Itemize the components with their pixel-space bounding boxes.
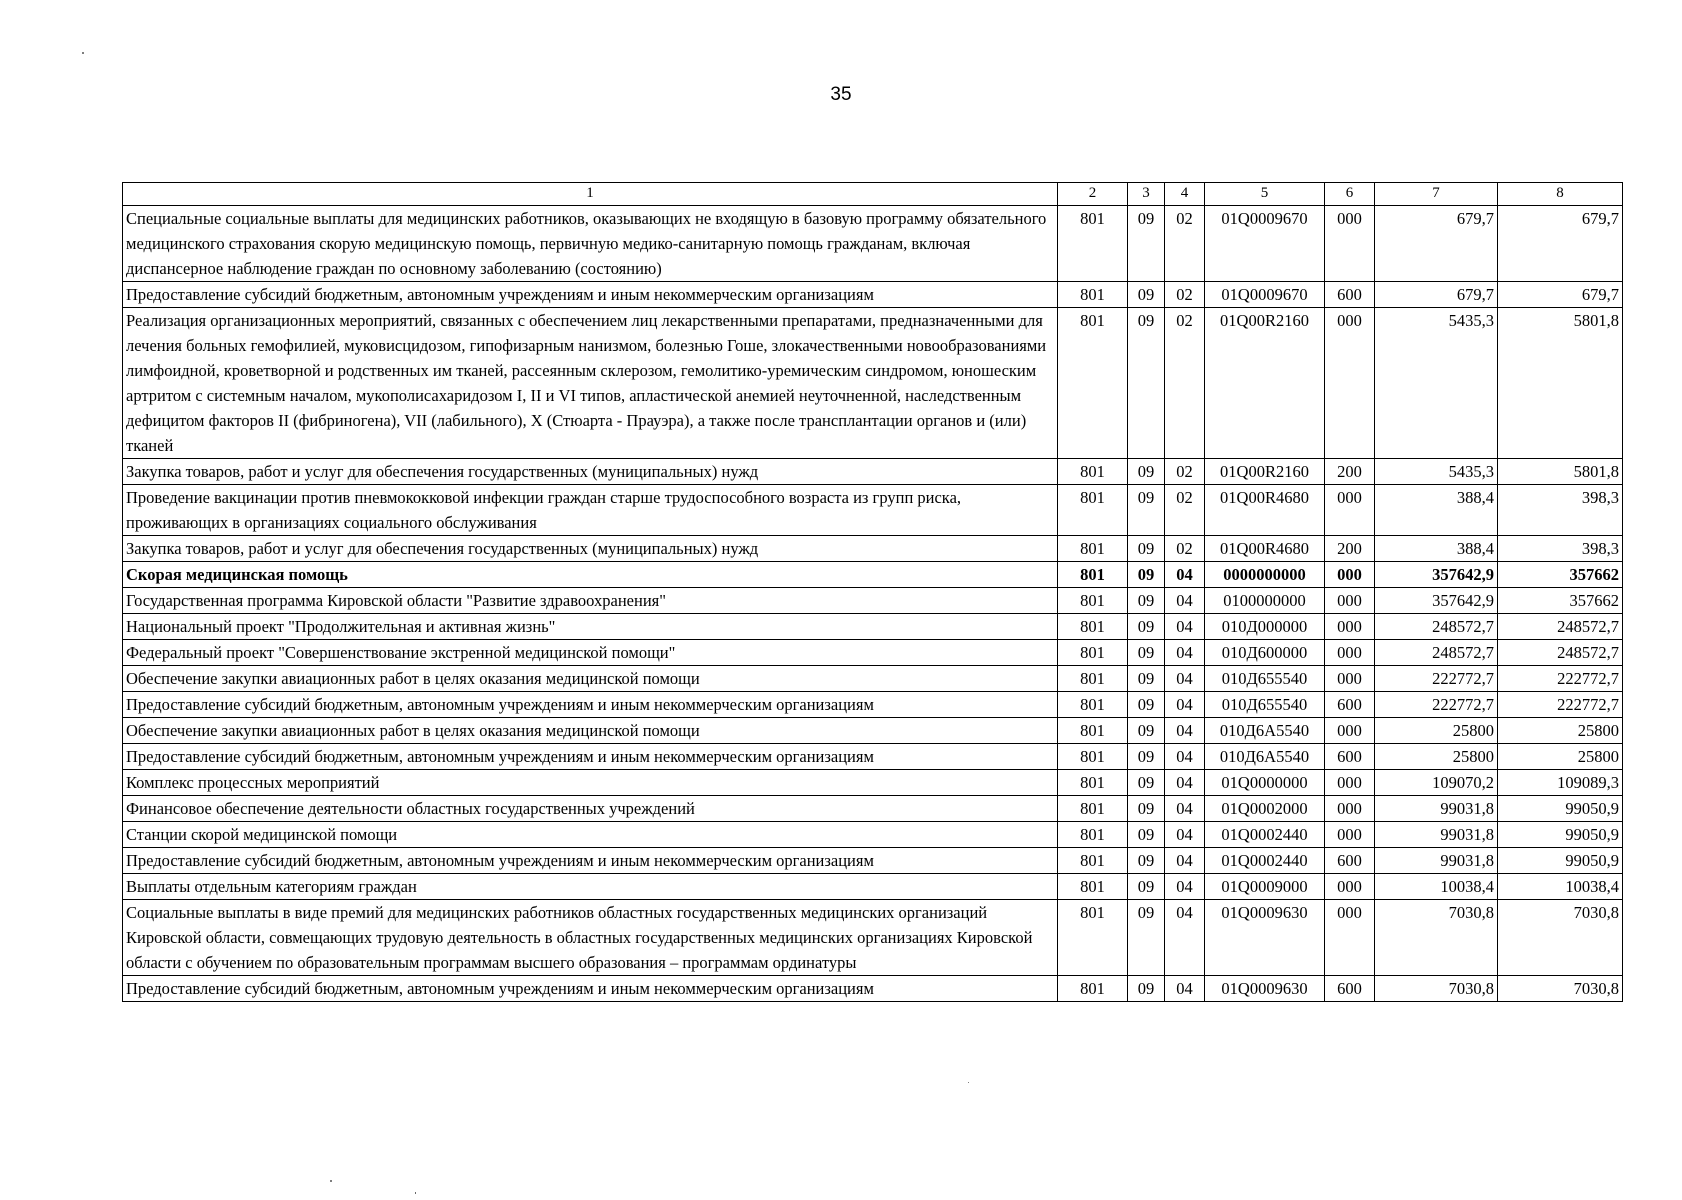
row-target-article-cell: 01Q00R2160 [1205,308,1325,459]
row-target-article-cell: 01Q00R4680 [1205,485,1325,536]
row-amount-year1-cell: 99031,8 [1375,848,1498,874]
table-header-row [123,183,1623,206]
row-expense-type-cell: 600 [1325,282,1375,308]
row-code-admin-cell: 801 [1058,874,1128,900]
row-name-cell: Скорая медицинская помощь [123,562,1058,588]
table-body [123,206,1623,1002]
row-name-cell: Специальные социальные выплаты для медицинских работников, оказывающих не входящую в базовую программу обязательного медицинского страхования скорую медицинскую помощь, первичную медико-санитарную помощь гражданам, включая диспансерное наблюдение граждан по основному заболеванию (состоянию) [123,206,1058,282]
row-amount-year2-cell: 99050,9 [1498,848,1623,874]
row-subsection-cell: 04 [1165,588,1205,614]
row-target-article-cell: 01Q0009670 [1205,282,1325,308]
row-subsection-cell: 04 [1165,640,1205,666]
row-section-cell: 09 [1128,900,1165,976]
row-code-admin-cell: 801 [1058,485,1128,536]
row-target-article-cell: 01Q0000000 [1205,770,1325,796]
row-amount-year1-cell: 248572,7 [1375,640,1498,666]
row-code-admin-cell: 801 [1058,770,1128,796]
row-section-cell: 09 [1128,770,1165,796]
row-target-article-cell: 01Q0009670 [1205,206,1325,282]
row-expense-type-cell: 000 [1325,796,1375,822]
row-name-cell: Предоставление субсидий бюджетным, автономным учреждениям и иным некоммерческим организациям [123,976,1058,1002]
row-name-cell: Предоставление субсидий бюджетным, автономным учреждениям и иным некоммерческим организациям [123,282,1058,308]
budget-table [122,182,1623,1002]
table-row [123,900,1623,976]
row-name-cell: Национальный проект "Продолжительная и активная жизнь" [123,614,1058,640]
row-code-admin-cell: 801 [1058,206,1128,282]
row-amount-year2-cell: 99050,9 [1498,796,1623,822]
table-row [123,536,1623,562]
row-code-admin-cell: 801 [1058,562,1128,588]
row-section-cell: 09 [1128,848,1165,874]
row-code-admin-cell: 801 [1058,822,1128,848]
table-row [123,718,1623,744]
row-amount-year1-cell: 99031,8 [1375,822,1498,848]
row-expense-type-cell: 200 [1325,459,1375,485]
row-section-cell: 09 [1128,744,1165,770]
row-code-admin-cell: 801 [1058,976,1128,1002]
row-subsection-cell: 04 [1165,666,1205,692]
table-row [123,874,1623,900]
row-expense-type-cell: 000 [1325,718,1375,744]
row-amount-year1-cell: 679,7 [1375,282,1498,308]
row-name-cell: Закупка товаров, работ и услуг для обеспечения государственных (муниципальных) нужд [123,459,1058,485]
row-target-article-cell: 0100000000 [1205,588,1325,614]
row-expense-type-cell: 600 [1325,744,1375,770]
row-subsection-cell: 04 [1165,900,1205,976]
row-name-cell: Выплаты отдельным категориям граждан [123,874,1058,900]
row-section-cell: 09 [1128,588,1165,614]
row-amount-year2-cell: 25800 [1498,718,1623,744]
row-amount-year2-cell: 222772,7 [1498,666,1623,692]
row-amount-year2-cell: 5801,8 [1498,459,1623,485]
table-row [123,562,1623,588]
scan-speck [330,1180,332,1182]
row-expense-type-cell: 000 [1325,588,1375,614]
row-code-admin-cell: 801 [1058,588,1128,614]
row-subsection-cell: 04 [1165,692,1205,718]
row-subsection-cell: 04 [1165,718,1205,744]
table-row [123,282,1623,308]
table-row [123,308,1623,459]
row-section-cell: 09 [1128,459,1165,485]
row-amount-year1-cell: 5435,3 [1375,459,1498,485]
row-amount-year1-cell: 7030,8 [1375,976,1498,1002]
row-subsection-cell: 02 [1165,459,1205,485]
row-section-cell: 09 [1128,485,1165,536]
row-expense-type-cell: 000 [1325,822,1375,848]
row-code-admin-cell: 801 [1058,796,1128,822]
row-amount-year1-cell: 357642,9 [1375,588,1498,614]
row-target-article-cell: 010Д655540 [1205,692,1325,718]
row-amount-year2-cell: 109089,3 [1498,770,1623,796]
header-cell-5: 5 [1205,183,1325,206]
row-code-admin-cell: 801 [1058,692,1128,718]
row-code-admin-cell: 801 [1058,718,1128,744]
row-section-cell: 09 [1128,976,1165,1002]
row-target-article-cell: 01Q0002000 [1205,796,1325,822]
row-amount-year2-cell: 398,3 [1498,485,1623,536]
row-code-admin-cell: 801 [1058,666,1128,692]
row-target-article-cell: 010Д6А5540 [1205,718,1325,744]
header-cell-1: 1 [123,183,1058,206]
header-cell-6: 6 [1325,183,1375,206]
row-subsection-cell: 04 [1165,796,1205,822]
table-row [123,485,1623,536]
scan-speck [82,52,84,54]
header-cell-2: 2 [1058,183,1128,206]
row-section-cell: 09 [1128,206,1165,282]
row-expense-type-cell: 000 [1325,874,1375,900]
row-amount-year1-cell: 109070,2 [1375,770,1498,796]
row-subsection-cell: 02 [1165,485,1205,536]
table-row [123,666,1623,692]
row-target-article-cell: 01Q0002440 [1205,822,1325,848]
table-row [123,459,1623,485]
header-cell-3: 3 [1128,183,1165,206]
row-subsection-cell: 04 [1165,848,1205,874]
row-amount-year1-cell: 25800 [1375,744,1498,770]
row-expense-type-cell: 000 [1325,640,1375,666]
row-subsection-cell: 02 [1165,536,1205,562]
row-subsection-cell: 04 [1165,562,1205,588]
row-code-admin-cell: 801 [1058,308,1128,459]
row-amount-year1-cell: 679,7 [1375,206,1498,282]
table-row [123,692,1623,718]
row-amount-year2-cell: 357662 [1498,588,1623,614]
scan-speck [968,1082,969,1083]
row-name-cell: Социальные выплаты в виде премий для медицинских работников областных государственных медицинских организаций Кировской области, совмещающих трудовую деятельность в областных государственных медицинских организациях Кировской области с обучением по образовательным программам высшего образования – программам ординатуры [123,900,1058,976]
row-amount-year2-cell: 7030,8 [1498,900,1623,976]
row-target-article-cell: 010Д000000 [1205,614,1325,640]
row-expense-type-cell: 000 [1325,308,1375,459]
row-amount-year2-cell: 7030,8 [1498,976,1623,1002]
row-subsection-cell: 04 [1165,744,1205,770]
row-amount-year2-cell: 248572,7 [1498,640,1623,666]
row-amount-year1-cell: 248572,7 [1375,614,1498,640]
row-subsection-cell: 04 [1165,614,1205,640]
row-name-cell: Реализация организационных мероприятий, связанных с обеспечением лиц лекарственными препаратами, предназначенными для лечения больных гемофилией, муковисцидозом, гипофизарным нанизмом, болезнью Гоше, злокачественными новообразованиями лимфоидной, кроветворной и родственных им тканей, рассеянным склерозом, гемолитико-уремическим синдромом, юношеским артритом с системным началом, мукополисахаридозом I, II и VI типов, апластической анемией неуточненной, наследственным дефицитом факторов II (фибриногена), VII (лабильного), X (Стюарта - Прауэра), а также после трансплантации органов и (или) тканей [123,308,1058,459]
row-amount-year1-cell: 388,4 [1375,485,1498,536]
row-target-article-cell: 01Q0009630 [1205,900,1325,976]
row-name-cell: Финансовое обеспечение деятельности областных государственных учреждений [123,796,1058,822]
table-row [123,614,1623,640]
row-amount-year1-cell: 388,4 [1375,536,1498,562]
row-amount-year2-cell: 398,3 [1498,536,1623,562]
row-name-cell: Федеральный проект "Совершенствование экстренной медицинской помощи" [123,640,1058,666]
row-target-article-cell: 01Q00R2160 [1205,459,1325,485]
row-expense-type-cell: 600 [1325,848,1375,874]
row-amount-year2-cell: 99050,9 [1498,822,1623,848]
row-amount-year2-cell: 357662 [1498,562,1623,588]
row-subsection-cell: 02 [1165,308,1205,459]
table-row [123,848,1623,874]
row-amount-year1-cell: 357642,9 [1375,562,1498,588]
table-row [123,822,1623,848]
row-amount-year2-cell: 679,7 [1498,206,1623,282]
table-row [123,796,1623,822]
row-section-cell: 09 [1128,718,1165,744]
row-target-article-cell: 01Q00R4680 [1205,536,1325,562]
row-subsection-cell: 04 [1165,770,1205,796]
row-expense-type-cell: 000 [1325,666,1375,692]
row-subsection-cell: 04 [1165,822,1205,848]
row-amount-year1-cell: 99031,8 [1375,796,1498,822]
row-section-cell: 09 [1128,282,1165,308]
row-name-cell: Станции скорой медицинской помощи [123,822,1058,848]
row-target-article-cell: 01Q0009000 [1205,874,1325,900]
row-expense-type-cell: 000 [1325,562,1375,588]
row-amount-year1-cell: 222772,7 [1375,692,1498,718]
table-row [123,588,1623,614]
row-target-article-cell: 010Д655540 [1205,666,1325,692]
row-amount-year1-cell: 222772,7 [1375,666,1498,692]
row-section-cell: 09 [1128,796,1165,822]
table-row [123,206,1623,282]
row-expense-type-cell: 000 [1325,770,1375,796]
row-expense-type-cell: 200 [1325,536,1375,562]
table-row [123,976,1623,1002]
row-section-cell: 09 [1128,562,1165,588]
row-subsection-cell: 04 [1165,976,1205,1002]
row-section-cell: 09 [1128,640,1165,666]
row-amount-year2-cell: 679,7 [1498,282,1623,308]
row-section-cell: 09 [1128,692,1165,718]
row-amount-year2-cell: 222772,7 [1498,692,1623,718]
row-code-admin-cell: 801 [1058,900,1128,976]
row-amount-year1-cell: 25800 [1375,718,1498,744]
row-amount-year2-cell: 25800 [1498,744,1623,770]
row-amount-year1-cell: 7030,8 [1375,900,1498,976]
row-expense-type-cell: 000 [1325,206,1375,282]
row-expense-type-cell: 000 [1325,614,1375,640]
row-name-cell: Закупка товаров, работ и услуг для обеспечения государственных (муниципальных) нужд [123,536,1058,562]
row-section-cell: 09 [1128,874,1165,900]
row-subsection-cell: 02 [1165,282,1205,308]
row-expense-type-cell: 000 [1325,485,1375,536]
header-cell-4: 4 [1165,183,1205,206]
row-name-cell: Проведение вакцинации против пневмококковой инфекции граждан старше трудоспособного возраста из групп риска, проживающих в организациях социального обслуживания [123,485,1058,536]
row-expense-type-cell: 600 [1325,976,1375,1002]
row-section-cell: 09 [1128,822,1165,848]
row-subsection-cell: 04 [1165,874,1205,900]
row-expense-type-cell: 600 [1325,692,1375,718]
row-name-cell: Государственная программа Кировской области "Развитие здравоохранения" [123,588,1058,614]
row-amount-year2-cell: 5801,8 [1498,308,1623,459]
row-name-cell: Предоставление субсидий бюджетным, автономным учреждениям и иным некоммерческим организациям [123,848,1058,874]
row-code-admin-cell: 801 [1058,614,1128,640]
row-target-article-cell: 0000000000 [1205,562,1325,588]
row-expense-type-cell: 000 [1325,900,1375,976]
row-target-article-cell: 01Q0002440 [1205,848,1325,874]
row-code-admin-cell: 801 [1058,536,1128,562]
page-number: 35 [830,84,852,105]
row-target-article-cell: 01Q0009630 [1205,976,1325,1002]
scan-speck [415,1192,416,1194]
table-row [123,744,1623,770]
row-amount-year1-cell: 10038,4 [1375,874,1498,900]
row-target-article-cell: 010Д6А5540 [1205,744,1325,770]
row-name-cell: Предоставление субсидий бюджетным, автономным учреждениям и иным некоммерческим организациям [123,744,1058,770]
row-code-admin-cell: 801 [1058,282,1128,308]
row-code-admin-cell: 801 [1058,640,1128,666]
table-row [123,770,1623,796]
row-name-cell: Предоставление субсидий бюджетным, автономным учреждениям и иным некоммерческим организациям [123,692,1058,718]
row-target-article-cell: 010Д600000 [1205,640,1325,666]
row-code-admin-cell: 801 [1058,848,1128,874]
row-section-cell: 09 [1128,308,1165,459]
table-row [123,640,1623,666]
row-section-cell: 09 [1128,614,1165,640]
row-section-cell: 09 [1128,536,1165,562]
row-name-cell: Комплекс процессных мероприятий [123,770,1058,796]
row-subsection-cell: 02 [1165,206,1205,282]
header-cell-8: 8 [1498,183,1623,206]
row-amount-year1-cell: 5435,3 [1375,308,1498,459]
row-code-admin-cell: 801 [1058,459,1128,485]
row-code-admin-cell: 801 [1058,744,1128,770]
row-amount-year2-cell: 248572,7 [1498,614,1623,640]
row-name-cell: Обеспечение закупки авиационных работ в целях оказания медицинской помощи [123,666,1058,692]
row-name-cell: Обеспечение закупки авиационных работ в целях оказания медицинской помощи [123,718,1058,744]
row-section-cell: 09 [1128,666,1165,692]
header-cell-7: 7 [1375,183,1498,206]
row-amount-year2-cell: 10038,4 [1498,874,1623,900]
